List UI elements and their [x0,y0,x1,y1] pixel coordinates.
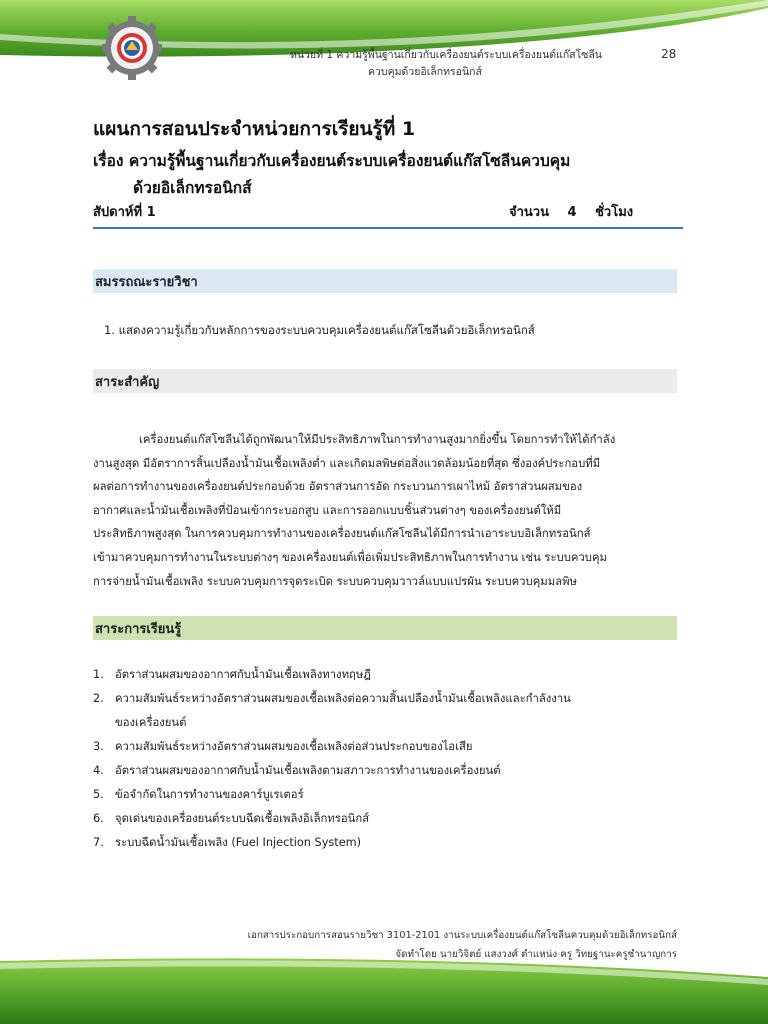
footer-band [0,955,768,1024]
essence-paragraph [93,428,685,593]
competency-item: 1. แสดงความรู้เกี่ยวกับหลักการของระบบควบคุมเครื่องยนต์แก๊สโซลีนด้วยอิเล็กทรอนิกส์ [104,323,535,337]
item-text: อัตราส่วนผสมของอากาศกับน้ำมันเชื้อเพลิงทางทฤษฎี [115,668,371,681]
subject-line-2: ด้วยอิเล็กทรอนิกส์ [133,179,252,197]
lesson-subject [93,148,570,202]
list-item [93,783,683,807]
essence-line: เครื่องยนต์แก๊สโซลีนได้ถูกพัฒนาให้มีประสิทธิภาพในการทำงานสูงมากยิ่งขึ้น โดยการทำให้ได้กำลัง [139,433,616,446]
item-text: จุดเด่นของเครื่องยนต์ระบบฉีดเชื้อเพลิงอิเล็กทรอนิกส์ [115,812,370,825]
hours-amount [509,201,647,222]
amount-value: 4 [567,205,577,220]
item-text: ระบบฉีดน้ำมันเชื้อเพลิง (Fuel Injection System) [115,836,362,849]
item-text: ข้อจำกัดในการทำงานของคาร์บูเรเตอร์ [115,788,304,801]
learning-heading: สาระการเรียนรู้ [93,616,677,640]
amount-unit: ชั่วโมง [595,205,634,220]
list-item [93,807,683,831]
header-line-2: ควบคุมด้วยอิเล็กทรอนิกส์ [368,66,482,78]
list-item [93,687,683,735]
item-number: 7. [93,836,104,849]
title-divider [93,227,683,229]
essence-heading: สาระสำคัญ [93,369,677,393]
item-number: 3. [93,740,104,753]
item-number: 2. [93,692,104,705]
footer-line-2: จัดทำโดย นายวิจิตย์ แสงวงศ์ ตำแหน่ง ครู วิทยฐานะครูชำนาญการ [395,949,677,960]
document-footer [93,926,677,964]
college-logo [102,10,162,88]
learning-list [93,663,683,855]
item-text: ความสัมพันธ์ระหว่างอัตราส่วนผสมของเชื้อเพลิงต่อความสิ้นเปลืองน้ำมันเชื้อเพลิงและกำลังงาน [115,692,571,705]
essence-line: ประสิทธิภาพสูงสุด ในการควบคุมการทำงานของเครื่องยนต์แก๊สโซลีนได้มีการนำเอาระบบอิเล็กทรอนิกส์ [93,527,591,541]
item-number: 5. [93,788,104,801]
essence-line: อากาศและน้ำมันเชื้อเพลิงที่ป้อนเข้ากระบอกสูบ และการออกแบบชิ้นส่วนต่างๆ ของเครื่องยนต์ให้มี [93,503,562,517]
item-text: อัตราส่วนผสมของอากาศกับน้ำมันเชื้อเพลิงตามสภาวะการทำงานของเครื่องยนต์ [115,764,501,777]
item-continuation: ของเครื่องยนต์ [115,716,187,729]
meta-row [93,201,683,223]
essence-line: การจ่ายน้ำมันเชื้อเพลิง ระบบควบคุมการจุดระเบิด ระบบควบคุมวาวล์แบบแปรผัน ระบบควบคุมมลพิษ [93,574,577,588]
item-number: 1. [93,668,104,681]
list-item [93,663,683,687]
footer-line-1: เอกสารประกอบการสอนรายวิชา 3101-2101 งานระบบเครื่องยนต์แก๊สโซลีนควบคุมด้วยอิเล็กทรอนิกส์ [247,930,677,941]
essence-line: งานสูงสุด มีอัตราการสิ้นเปลืองน้ำมันเชื้อเพลิงต่ำ และเกิดมลพิษต่อสิ่งแวดล้อมน้อยที่สุด ซึ่งองค์ประกอบที่มี [93,456,601,470]
item-text: ความสัมพันธ์ระหว่างอัตราส่วนผสมของเชื้อเพลิงต่อส่วนประกอบของไอเสีย [115,740,473,753]
page-number: 28 [661,47,677,61]
item-number: 4. [93,764,104,777]
list-item [93,759,683,783]
header-line-1: หน่วยที่ 1 ความรู้พื้นฐานเกี่ยวกับเครื่องยนต์ระบบเครื่องยนต์แก๊สโซลีน [290,49,602,61]
gear-emblem-icon [102,10,162,88]
essence-line: เข้ามาควบคุมการทำงานในระบบต่างๆ ของเครื่องยนต์เพื่อเพิ่มประสิทธิภาพในการทำงาน เช่น ระบบควบคุม [93,550,607,564]
page-title: แผนการสอนประจำหน่วยการเรียนรู้ที่ 1 [93,118,416,140]
item-number: 6. [93,812,104,825]
running-header [290,47,680,81]
week-label: สัปดาห์ที่ 1 [93,205,156,220]
list-item [93,831,683,855]
amount-label: จำนวน [509,205,549,220]
essence-line: ผลต่อการทำงานของเครื่องยนต์ประกอบด้วย อัตราส่วนการอัด กระบวนการเผาไหม้ อัตราส่วนผสมของ [93,480,583,494]
list-item [93,735,683,759]
competency-heading: สมรรถณะรายวิชา [93,269,677,293]
subject-line-1: เรื่อง ความรู้พื้นฐานเกี่ยวกับเครื่องยนต์ระบบเครื่องยนต์แก๊สโซลีนควบคุม [93,152,571,170]
